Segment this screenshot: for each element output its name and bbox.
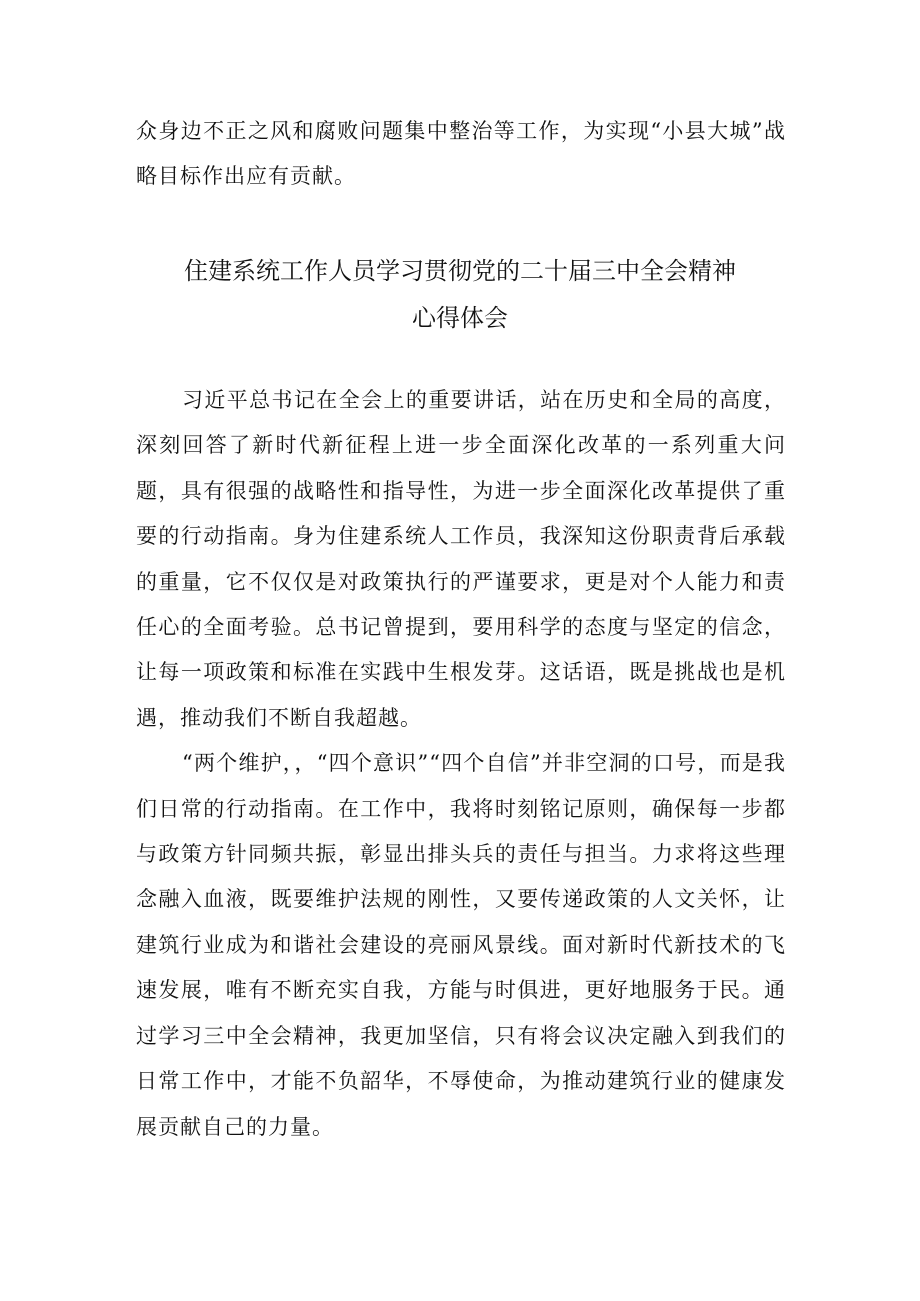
- title-line-2: 心得体会: [412, 304, 508, 332]
- continuation-paragraph: [136, 109, 786, 200]
- body-paragraph-1: 习近平总书记在全会上的重要讲话，站在历史和全局的高度，深刻回答了新时代新征程上进一步全面深化改革的一系列重大问题，具有很强的战略性和指导性，为进一步全面深化改革提供了重要的行动指南。身为住建系统人工作员，我深知这份职责背后承载的重量，它不仅仅是对政策执行的严谨要求，更是对个人能力和责任心的全面考验。总书记曾提到，要用科学的态度与坚定的信念，让每一项政策和标准在实践中生根发芽。这话语，既是挑战也是机遇，推动我们不断自我超越。: [136, 388, 786, 730]
- continuation-text: 众身边不正之风和腐败问题集中整治等工作，为实现“小县大城”战略目标作出应有贡献。: [136, 119, 786, 189]
- document-body: [136, 378, 786, 1150]
- body-paragraph-2: “两个维护，，“四个意识”“四个自信”并非空洞的口号，而是我们日常的行动指南。在工作中，我将时刻铭记原则，确保每一步都与政策方针同频共振，彰显出排头兵的责任与担当。力求将这些理念融入血液，既要维护法规的刚性，又要传递政策的人文关怀，让建筑行业成为和谐社会建设的亮丽风景线。面对新时代新技术的飞速发展，唯有不断充实自我，方能与时俱进，更好地服务于民。通过学习三中全会精神，我更加坚信，只有将会议决定融入到我们的日常工作中，才能不负韶华，不辱使命，为推动建筑行业的健康发展贡献自己的力量。: [136, 751, 786, 1139]
- title-line-1: 住建系统工作人员学习贯彻党的二十届三中全会精神: [184, 257, 736, 285]
- document-title: [110, 248, 810, 342]
